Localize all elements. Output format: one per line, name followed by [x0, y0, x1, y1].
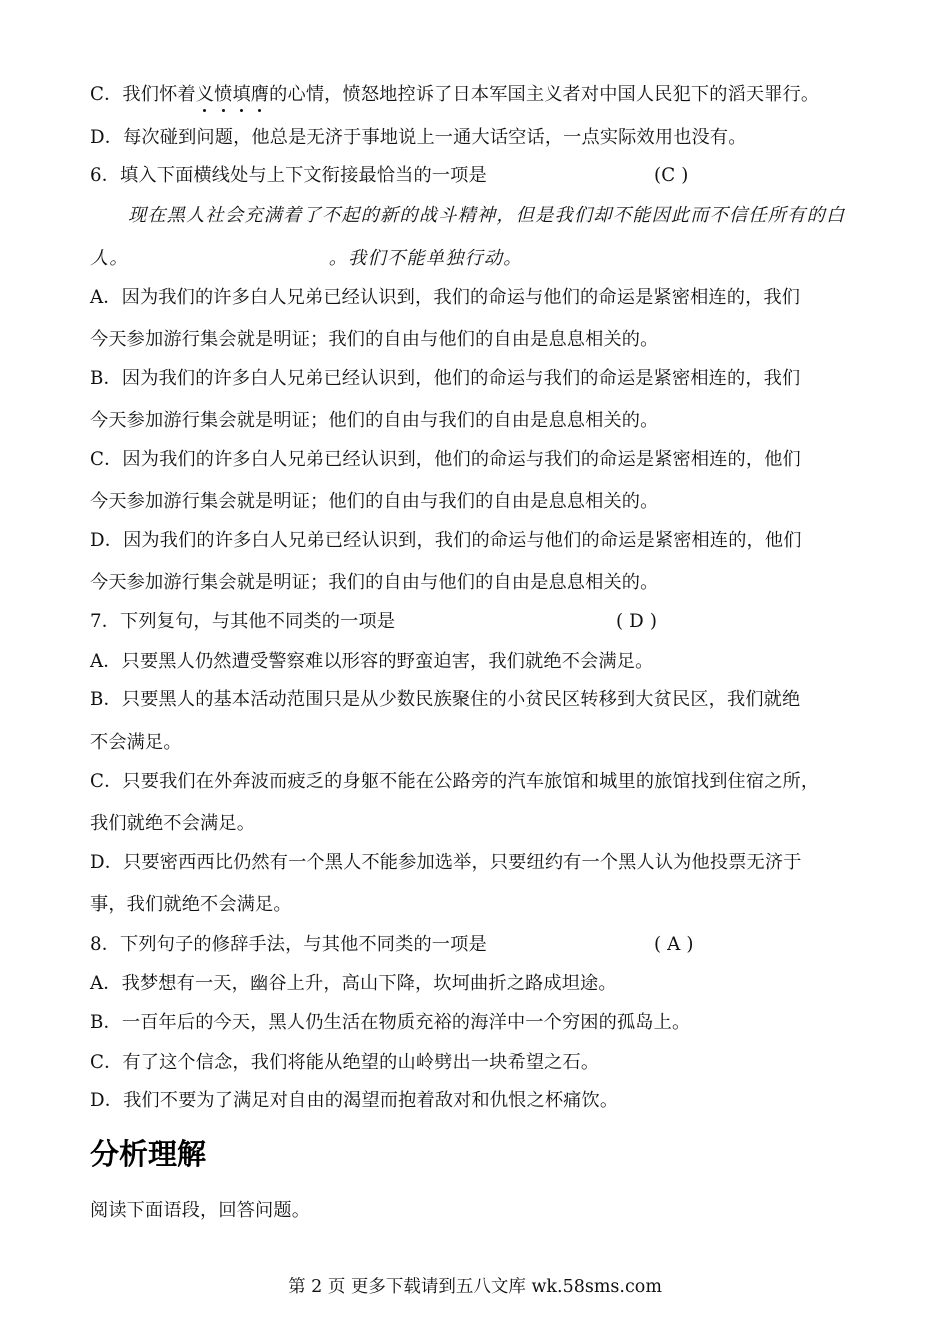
option-7b-line-2: 不会满足。 [90, 732, 182, 753]
option-7d-line-2: 事，我们就绝不会满足。 [90, 894, 292, 915]
question-6: 6．填入下面横线处与上下文衔接最恰当的一项是 (C ) [90, 163, 487, 189]
option-6c-line-2: 今天参加游行集会就是明证；他们的自由与我们的自由是息息相关的。 [90, 491, 659, 512]
answer-8: ( A ) [654, 934, 694, 955]
section-heading: 分析理解 [90, 1137, 207, 1171]
answer-6: (C ) [654, 165, 689, 186]
option-6a-line-1: A．因为我们的许多白人兄弟已经认识到，我们的命运与他们的命运是紧密相连的，我们 [90, 287, 801, 308]
option-5c: C．我们怀着义愤填膺的心情，愤怒地控诉了日本军国主义者对中国人民犯下的滔天罪行。 [90, 84, 820, 105]
emphasis-char: 愤 [214, 84, 233, 105]
option-6c-line-1: C．因为我们的许多白人兄弟已经认识到，他们的命运与我们的命运是紧密相连的，他们 [90, 449, 801, 470]
option-7c-line-1: C．只要我们在外奔波而疲乏的身躯不能在公路旁的汽车旅馆和城里的旅馆找到住宿之所， [90, 771, 820, 792]
option-6a-line-2: 今天参加游行集会就是明证；我们的自由与他们的自由是息息相关的。 [90, 329, 659, 350]
option-8d: D．我们不要为了满足对自由的渴望而抱着敌对和仇恨之杯痛饮。 [90, 1090, 619, 1111]
option-5d: D．每次碰到问题，他总是无济于事地说上一通大话空话，一点实际效用也没有。 [90, 127, 747, 148]
option-6b-line-1: B．因为我们的许多白人兄弟已经认识到，他们的命运与我们的命运是紧密相连的，我们 [90, 368, 801, 389]
option-7d-line-1: D．只要密西西比仍然有一个黑人不能参加选举，只要纽约有一个黑人认为他投票无济于 [90, 852, 802, 873]
question-7: 7．下列复句，与其他不同类的一项是 ( D ) [90, 609, 395, 635]
option-8b: B．一百年后的今天，黑人仍生活在物质充裕的海洋中一个穷困的孤岛上。 [90, 1012, 691, 1033]
option-6d-line-1: D．因为我们的许多白人兄弟已经认识到，我们的命运与他们的命运是紧密相连的，他们 [90, 530, 802, 551]
passage-6-line-1: 现在黑人社会充满着了不起的新的战斗精神，但是我们却不能因此而不信任所有的白 [128, 205, 846, 226]
option-8c: C．有了这个信念，我们将能从绝望的山岭劈出一块希望之石。 [90, 1052, 600, 1073]
question-8: 8．下列句子的修辞手法，与其他不同类的一项是 ( A ) [90, 932, 487, 958]
option-8a: A．我梦想有一天，幽谷上升，高山下降，坎坷曲折之路成坦途。 [90, 973, 617, 994]
emphasis-char: 义 [195, 84, 215, 105]
option-7b-line-1: B．只要黑人的基本活动范围只是从少数民族聚住的小贫民区转移到大贫民区，我们就绝 [90, 689, 801, 710]
page-footer: 第 2 页 更多下载请到五八文库 wk.58sms.com [288, 1277, 662, 1297]
option-7c-line-2: 我们就绝不会满足。 [90, 813, 256, 834]
passage-6-line-2: 人。 。我们不能单独行动。 [90, 248, 523, 269]
emphasis-char: 填 [232, 84, 251, 105]
instruction-text: 阅读下面语段，回答问题。 [90, 1200, 311, 1221]
option-7a: A．只要黑人仍然遭受警察难以形容的野蛮迫害，我们就绝不会满足。 [90, 651, 654, 672]
option-6d-line-2: 今天参加游行集会就是明证；我们的自由与他们的自由是息息相关的。 [90, 572, 659, 593]
answer-7: ( D ) [616, 611, 658, 632]
option-6b-line-2: 今天参加游行集会就是明证；他们的自由与我们的自由是息息相关的。 [90, 410, 659, 431]
emphasis-char: 膺 [250, 84, 270, 105]
